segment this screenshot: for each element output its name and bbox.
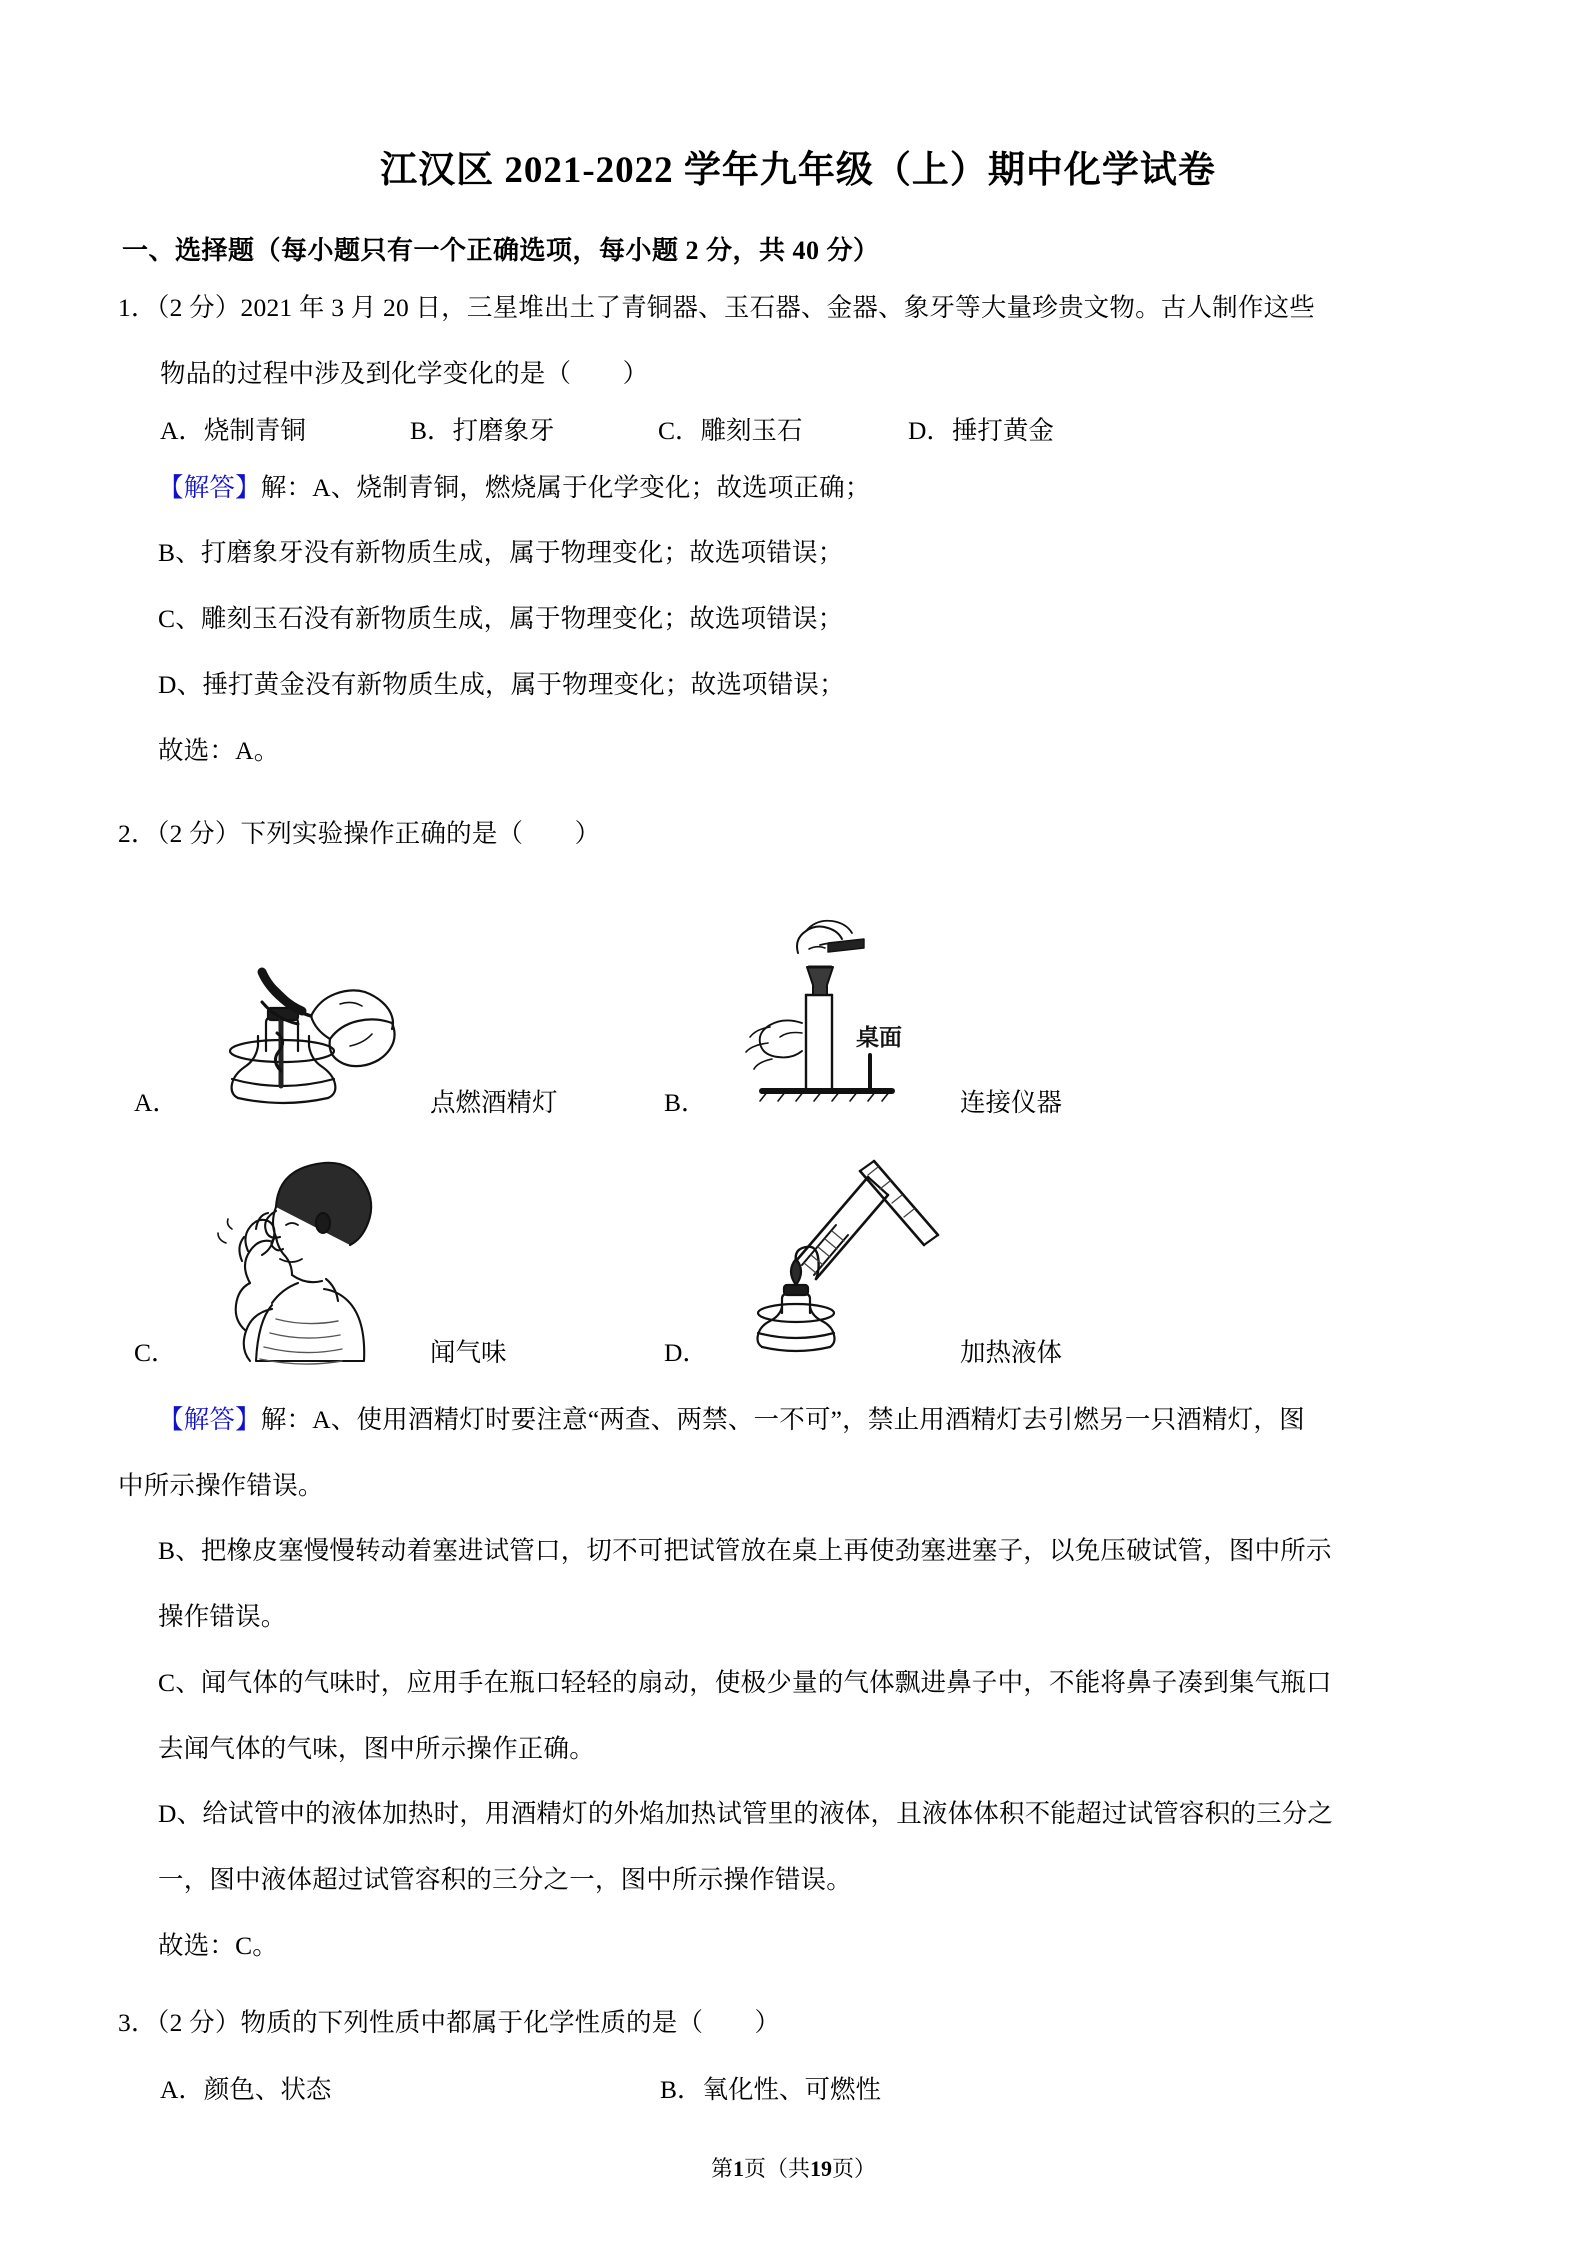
alcohol-lamp-lighting-icon — [180, 883, 430, 1123]
question-1-stem-line1: 2021 年 3 月 20 日，三星堆出土了青铜器、玉石器、金器、象牙等大量珍贵文物。古人制作这些 — [240, 293, 1315, 323]
question-2-figure-d-letter: D． — [664, 1338, 708, 1367]
question-1-solution-line-5: 故选：A。 — [158, 735, 280, 765]
footer-total-pages: 19 — [810, 2156, 832, 2181]
question-2-figure-d-caption: 加热液体 — [960, 1338, 1063, 1367]
question-2-solution-line-6: 去闻气体的气味，图中所示操作正确。 — [158, 1733, 595, 1763]
question-2-stem-line1: 下列实验操作正确的是（ ） — [240, 819, 601, 849]
question-1-dot: ． — [130, 293, 157, 323]
question-2-figure-b[interactable] — [664, 873, 1194, 1123]
solution-tag: 【解答】 — [158, 472, 261, 502]
question-2-dot: ． — [130, 819, 157, 849]
page-content — [118, 0, 1478, 2106]
question-2-points: （2 分） — [156, 819, 241, 849]
question-2-solution-line-5: C、闻气体的气味时，应用手在瓶口轻轻的扇动，使极少量的气体飘进鼻子中，不能将鼻子凑到集气瓶口 — [158, 1667, 1332, 1697]
question-1-options — [118, 411, 1478, 447]
question-1-option-d[interactable]: D．捶打黄金 — [908, 415, 1054, 445]
question-2-solution-line-9: 故选：C。 — [158, 1930, 279, 1960]
question-2-figure-b-letter: B． — [664, 1088, 707, 1117]
question-1-solution-line-3: C、雕刻玉石没有新物质生成，属于物理变化；故选项错误； — [158, 604, 844, 634]
question-2-figure-a-caption: 点燃酒精灯 — [430, 1088, 558, 1117]
question-1-solution-line-1 — [118, 463, 1478, 513]
question-2-figure-c[interactable] — [134, 1123, 664, 1373]
question-1-number: 1 — [118, 293, 131, 323]
question-3-dot: ． — [130, 2008, 157, 2038]
question-2-solution-line-2: 中所示操作错误。 — [118, 1470, 324, 1500]
question-1-stem-line2: 物品的过程中涉及到化学变化的是（ ） — [160, 358, 649, 388]
question-3-option-b[interactable]: B．氧化性、可燃性 — [660, 2075, 882, 2105]
question-3-points: （2 分） — [156, 2008, 241, 2038]
question-2-figure-d[interactable] — [664, 1123, 1194, 1373]
question-2-figure-c-letter: C． — [134, 1338, 177, 1367]
question-1-solution-line-4: D、捶打黄金没有新物质生成，属于物理变化；故选项错误； — [158, 669, 845, 699]
page-footer — [0, 2152, 1587, 2183]
heating-liquid-icon — [710, 1133, 960, 1373]
question-1-option-b[interactable]: B．打磨象牙 — [410, 415, 555, 445]
question-2-figure-b-inner-label: 桌面 — [856, 1024, 902, 1050]
question-2-figure-grid — [118, 873, 1478, 1373]
question-3-number: 3 — [118, 2008, 131, 2038]
question-1-option-c[interactable]: C．雕刻玉石 — [658, 415, 803, 445]
question-3-stem-line1: 物质的下列性质中都属于化学性质的是（ ） — [240, 2008, 781, 2038]
question-2-figure-a-letter: A． — [134, 1088, 178, 1117]
question-2-figure-a[interactable] — [134, 873, 664, 1123]
question-2-solution-line-3: B、把橡皮塞慢慢转动着塞进试管口，切不可把试管放在桌上再使劲塞进塞子，以免压破试管，图中所示 — [158, 1536, 1332, 1566]
question-2-stem — [118, 809, 1478, 859]
question-2-figure-b-caption: 连接仪器 — [960, 1088, 1063, 1117]
question-2-solution-text-1: 解：A、使用酒精灯时要注意“两查、两禁、一不可”，禁止用酒精灯去引燃另一只酒精灯，图 — [260, 1405, 1305, 1434]
page-title: 江汉区 2021-2022 学年九年级（上）期中化学试卷 — [380, 150, 1216, 191]
question-2-solution-line-7: D、给试管中的液体加热时，用酒精灯的外焰加热试管里的液体，且液体体积不能超过试管容积的三分之 — [158, 1799, 1334, 1829]
footer-page-number: 1 — [732, 2156, 744, 2181]
question-1-points: （2 分） — [156, 293, 241, 323]
question-2-figure-c-caption: 闻气味 — [430, 1338, 507, 1367]
question-2-solution-line-4: 操作错误。 — [158, 1602, 287, 1632]
question-1-option-a[interactable]: A．烧制青铜 — [160, 415, 306, 445]
question-3-option-a[interactable]: A．颜色、状态 — [160, 2075, 332, 2105]
footer-prefix: 第 — [710, 2156, 733, 2181]
footer-suffix: 页） — [832, 2156, 877, 2181]
solution-tag: 【解答】 — [158, 1405, 261, 1434]
question-2-solution-line-8: 一，图中液体超过试管容积的三分之一，图中所示操作错误。 — [158, 1865, 852, 1895]
question-1-stem — [118, 283, 1478, 333]
question-1-solution-line-2: B、打磨象牙没有新物质生成，属于物理变化；故选项错误； — [158, 538, 844, 568]
question-3-options — [118, 2070, 1478, 2106]
section-heading: 一、选择题（每小题只有一个正确选项，每小题 2 分，共 40 分） — [122, 236, 880, 266]
smell-gas-icon — [180, 1133, 430, 1373]
question-2-number: 2 — [118, 819, 131, 849]
footer-middle: 页（共 — [743, 2156, 810, 2181]
question-2-solution-line-1 — [118, 1395, 1478, 1445]
question-1-solution-text-1: 解：A、烧制青铜，燃烧属于化学变化；故选项正确； — [260, 472, 871, 502]
question-3-stem — [118, 1998, 1478, 2048]
connect-apparatus-icon — [710, 883, 960, 1123]
